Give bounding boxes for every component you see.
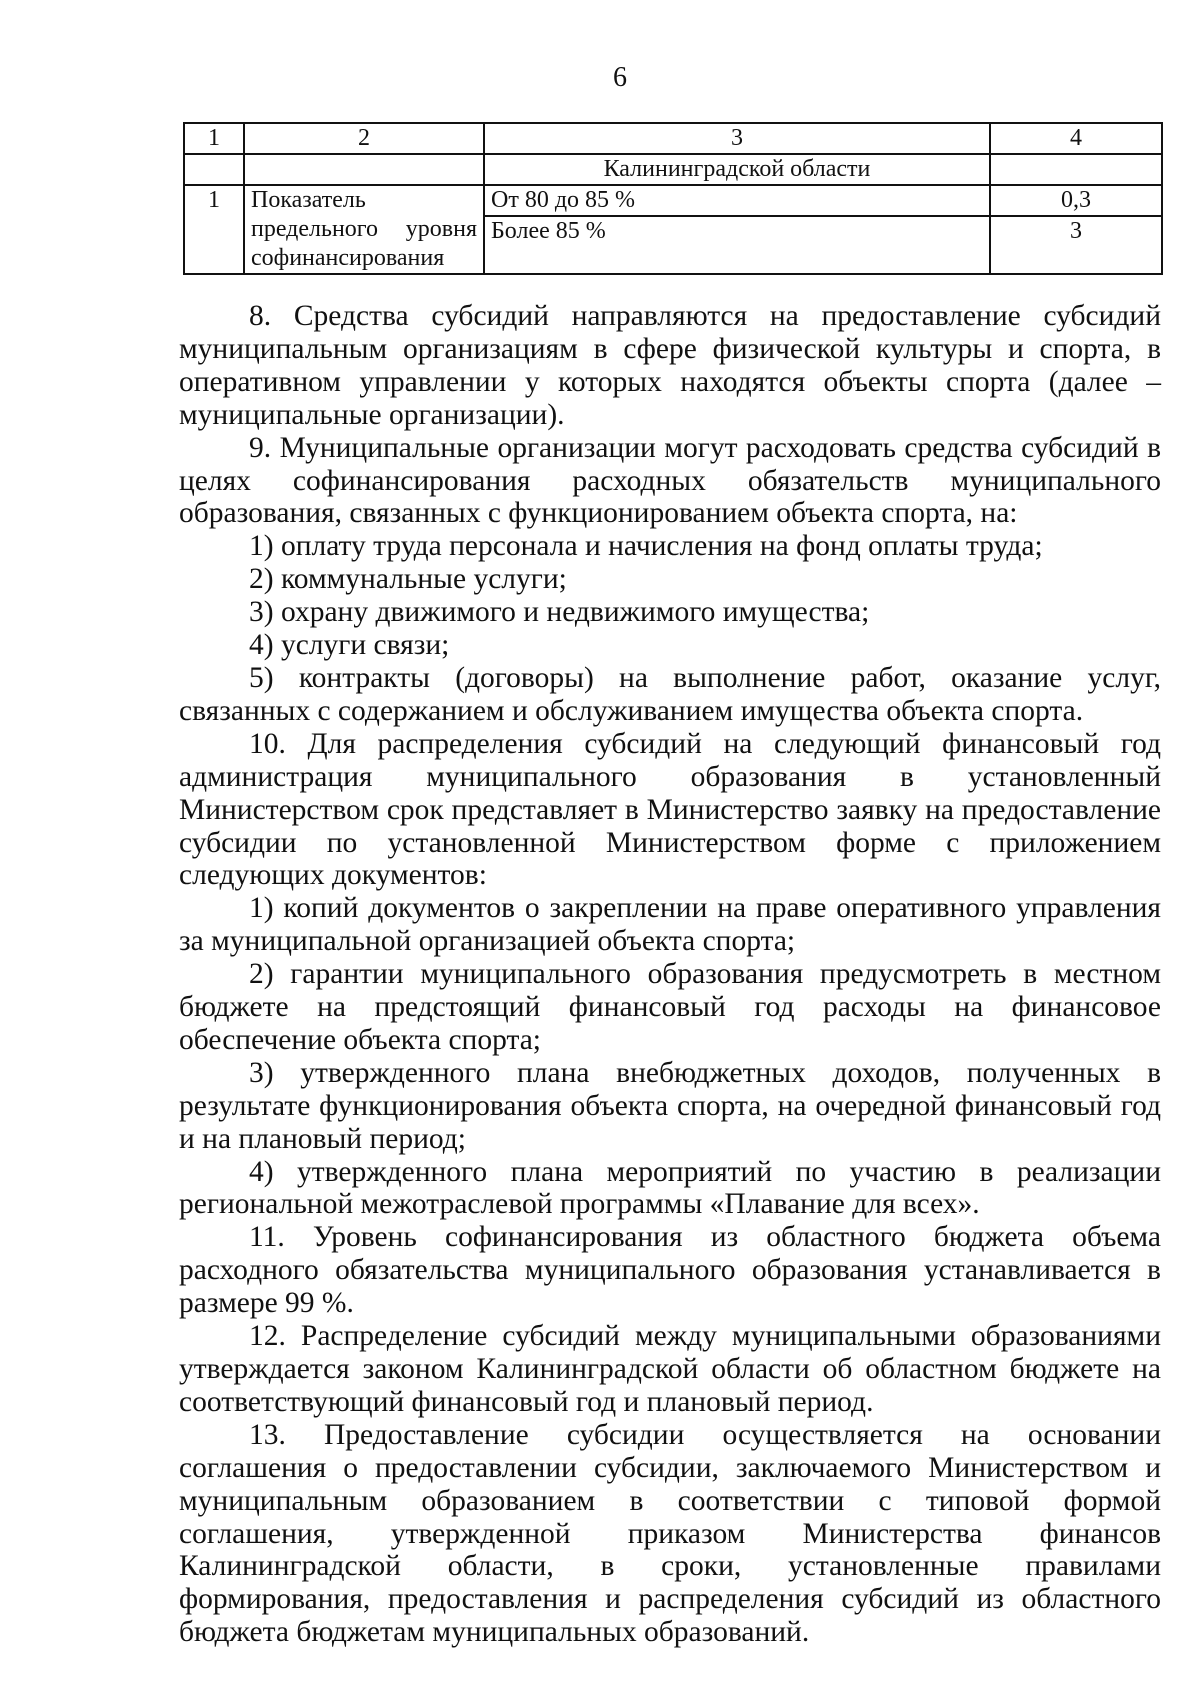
paragraph: 10. Для распределения субсидий на следующий финансовый год администрация муниципального образования в установленный Министерством срок представляет в Министерство заявку на предоставление субсидии по установленной Министерством форме с приложением следующих документов:: [179, 727, 1161, 892]
paragraph: 9. Муниципальные организации могут расходовать средства субсидий в целях софинансирования расходных обязательств муниципального образования, связанных с функционированием объекта спорта, на:: [179, 431, 1161, 530]
table-header-row: [184, 123, 1162, 154]
table-cell: [184, 154, 244, 185]
list-item: 1) копий документов о закреплении на праве оперативного управления за муниципальной организацией объекта спорта;: [179, 892, 1161, 958]
table-cell: [990, 154, 1162, 185]
paragraph: 12. Распределение субсидий между муниципальными образованиями утверждается законом Калининградской области об областном бюджете на соответствующий финансовый год и плановый период.: [179, 1320, 1161, 1418]
table-cell-condition: От 80 до 85 %: [484, 185, 990, 216]
list-item: 5) контракты (договоры) на выполнение работ, оказание услуг, связанных с содержанием и обслуживанием имущества объекта спорта.: [179, 661, 1161, 727]
table-row: [184, 185, 1162, 216]
list-item: 3) охрану движимого и недвижимого имущества;: [249, 596, 870, 629]
table-cell-condition: Более 85 %: [484, 216, 990, 274]
table-header-cell: 3: [484, 123, 990, 154]
table-header-cell: 1: [184, 123, 244, 154]
table-cell: [244, 154, 484, 185]
list-item: 2) коммунальные услуги;: [249, 563, 567, 596]
table-row-continuation: [184, 154, 1162, 185]
table-header-cell: 4: [990, 123, 1162, 154]
document-body: [179, 300, 1161, 1649]
table-header-cell: 2: [244, 123, 484, 154]
paragraph: 8. Средства субсидий направляются на предоставление субсидий муниципальным организациям в сфере физической культуры и спорта, в оперативном управлении у которых находятся объекты спорта (далее – муниципальные организации).: [179, 300, 1161, 431]
paragraph: 13. Предоставление субсидии осуществляется на основании соглашения о предоставлении субсидии, заключаемого Министерством и муниципальным образованием в соответствии с типовой формой соглашения, утвержденной приказом Министерства финансов Калининградской области, в сроки, установленные правилами формирования, предоставления и распределения субсидий из областного бюджета бюджетам муниципальных образований.: [179, 1418, 1161, 1649]
list-item: 3) утвержденного плана внебюджетных доходов, полученных в результате функционирования объекта спорта, на очередной финансовый год и на плановый период;: [179, 1056, 1161, 1155]
list-item: 1) оплату труда персонала и начисления на фонд оплаты труда;: [249, 530, 1043, 563]
paragraph: 11. Уровень софинансирования из областного бюджета объема расходного обязательства муниципального образования устанавливается в размере 99 %.: [179, 1221, 1161, 1320]
list-item: 4) утвержденного плана мероприятий по участию в реализации региональной межотраслевой программы «Плавание для всех».: [179, 1155, 1161, 1221]
table-cell-value: 3: [990, 216, 1162, 274]
page-number: 6: [613, 62, 627, 93]
list-item: 4) услуги связи;: [249, 629, 450, 662]
table-cell-continuation: Калининградской области: [484, 154, 990, 185]
table-cell-value: 0,3: [990, 185, 1162, 216]
table-cell-indicator: Показатель предельного уровня софинансирования: [244, 185, 484, 274]
coefficients-table: [183, 122, 1163, 275]
list-item: 2) гарантии муниципального образования предусмотреть в местном бюджете на предстоящий финансовый год расходы на финансовое обеспечение объекта спорта;: [179, 958, 1161, 1056]
table-cell-number: 1: [184, 185, 244, 274]
